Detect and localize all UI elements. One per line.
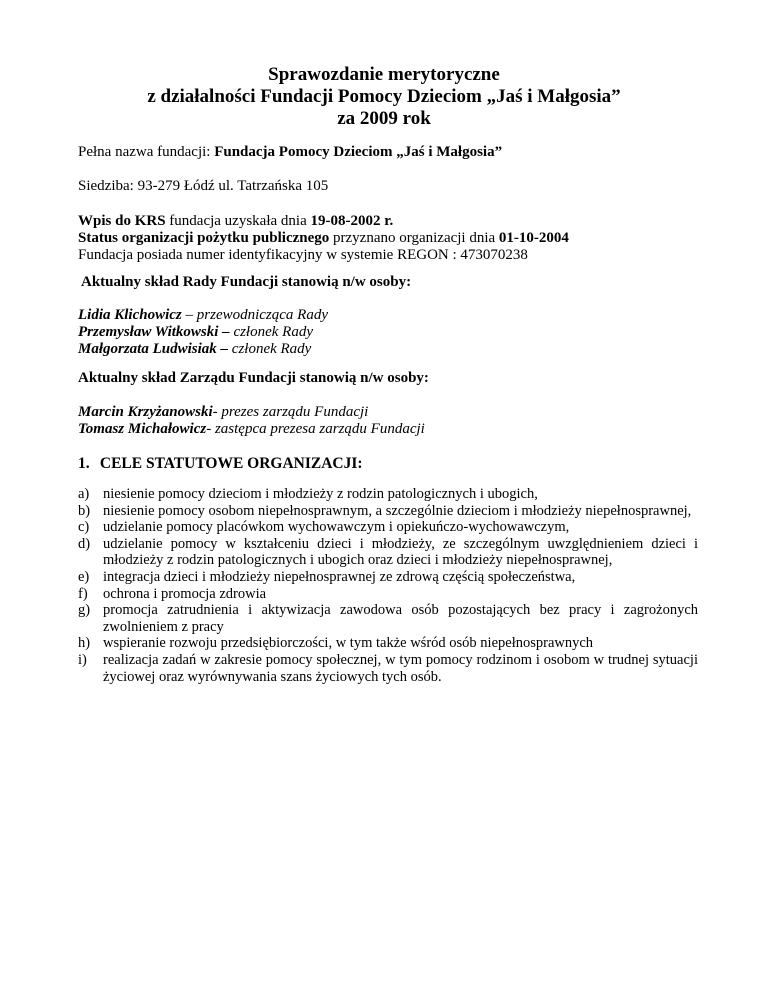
list-item-text: promocja zatrudnienia i aktywizacja zawodowa osób pozostających bez pracy i zagrożonych zwolnieniem z pracy — [103, 602, 698, 635]
list-marker: e) — [78, 568, 90, 585]
list-marker: i) — [78, 651, 87, 668]
board-member — [78, 421, 698, 438]
board-member-role: - prezes zarządu Fundacji — [212, 404, 369, 420]
section-1-heading — [78, 455, 363, 472]
council-member-name: Przemysław Witkowski – — [78, 324, 230, 340]
list-item — [78, 503, 698, 520]
list-item-text: niesienie pomocy dzieciom i młodzieży z rodzin patologicznych i ubogich, — [103, 486, 538, 502]
list-item-text: realizacja zadań w zakresie pomocy społecznej, w tym pomocy rodzinom i osobom w trudnej sytuacji życiowej oraz wyrównywania szans życiowych tych osób. — [103, 651, 698, 685]
full-name-line — [78, 144, 698, 161]
list-item — [78, 569, 698, 586]
council-member — [78, 341, 698, 358]
board-heading: Aktualny skład Zarządu Fundacji stanowią n/w osoby: — [78, 370, 429, 386]
council-member-role: – przewodnicząca Rady — [181, 307, 328, 323]
full-name-label: Pełna nazwa fundacji: — [78, 144, 215, 160]
opp-line — [78, 230, 698, 247]
list-marker: c) — [78, 519, 90, 536]
council-members — [78, 307, 698, 358]
list-marker: a) — [78, 486, 90, 502]
list-marker: f) — [78, 585, 88, 602]
list-item — [78, 652, 698, 685]
board-members — [78, 404, 698, 438]
list-item — [78, 486, 698, 503]
list-marker: d) — [78, 535, 91, 552]
opp-date: 01-10-2004 — [498, 230, 569, 246]
board-member — [78, 404, 698, 421]
full-name-value: Fundacja Pomocy Dzieciom „Jaś i Małgosia” — [214, 144, 503, 160]
council-heading: Aktualny skład Rady Fundacji stanowią n/w osoby: — [81, 274, 412, 290]
list-item — [78, 586, 698, 603]
board-member-name: Tomasz Michałowicz — [78, 421, 207, 437]
regon-line: Fundacja posiada numer identyfikacyjny w systemie REGON : 473070238 — [78, 247, 528, 263]
council-member-role: członek Rady — [228, 341, 312, 357]
council-member-name: Lidia Klichowicz — [78, 307, 182, 323]
krs-label: Wpis do KRS — [78, 213, 166, 229]
title-line-1: Sprawozdanie merytoryczne — [268, 64, 500, 85]
list-marker: h) — [78, 635, 91, 652]
list-item — [78, 536, 698, 569]
title-line-2: z działalności Fundacji Pomocy Dzieciom „Jaś i Małgosia” — [147, 86, 621, 107]
list-item-text: udzielanie pomocy w kształceniu dzieci i młodzieży, ze szczególnym uwzględnieniem dzieci i młodzieży z rodzin patologicznych i ubogich oraz dzieci i młodzieży niepełnosprawnej, — [103, 535, 698, 569]
list-item — [78, 602, 698, 635]
document-title — [0, 64, 768, 130]
title-line-3: za 2009 rok — [337, 108, 431, 129]
council-member-name: Małgorzata Ludwisiak – — [78, 341, 229, 357]
list-item-text: integracja dzieci i młodzieży niepełnosprawnej ze zdrową częścią społeczeństwa, — [103, 568, 576, 585]
list-item — [78, 635, 698, 652]
krs-line — [78, 213, 698, 230]
seat-line: Siedziba: 93-279 Łódź ul. Tatrzańska 105 — [78, 178, 329, 194]
krs-mid: fundacja uzyskała dnia — [165, 213, 311, 229]
list-item-text: udzielanie pomocy placówkom wychowawczym i opiekuńczo-wychowawczym, — [103, 519, 570, 536]
board-member-name: Marcin Krzyżanowski — [78, 404, 213, 420]
council-member-role: członek Rady — [229, 324, 313, 340]
board-member-role: - zastępca prezesa zarządu Fundacji — [206, 421, 425, 437]
list-item-text: ochrona i promocja zdrowia — [103, 585, 267, 602]
council-member — [78, 307, 698, 324]
list-item — [78, 519, 698, 536]
list-item-text: wspieranie rozwoju przedsiębiorczości, w tym także wśród osób niepełnosprawnych — [103, 635, 594, 652]
list-marker: b) — [78, 502, 91, 519]
statutory-goals-list — [78, 486, 698, 685]
section-1-number: 1. — [78, 455, 90, 472]
opp-mid: przyznano organizacji dnia — [329, 230, 499, 246]
council-member — [78, 324, 698, 341]
list-marker: g) — [78, 602, 91, 619]
section-1-title: CELE STATUTOWE ORGANIZACJI: — [99, 455, 363, 472]
registration-block — [78, 213, 698, 264]
opp-label: Status organizacji pożytku publicznego — [78, 230, 330, 246]
list-item-text: niesienie pomocy osobom niepełnosprawnym, a szczególnie dzieciom i młodzieży niepełnosprawnej, — [103, 502, 692, 519]
krs-date: 19-08-2002 r. — [310, 213, 394, 229]
